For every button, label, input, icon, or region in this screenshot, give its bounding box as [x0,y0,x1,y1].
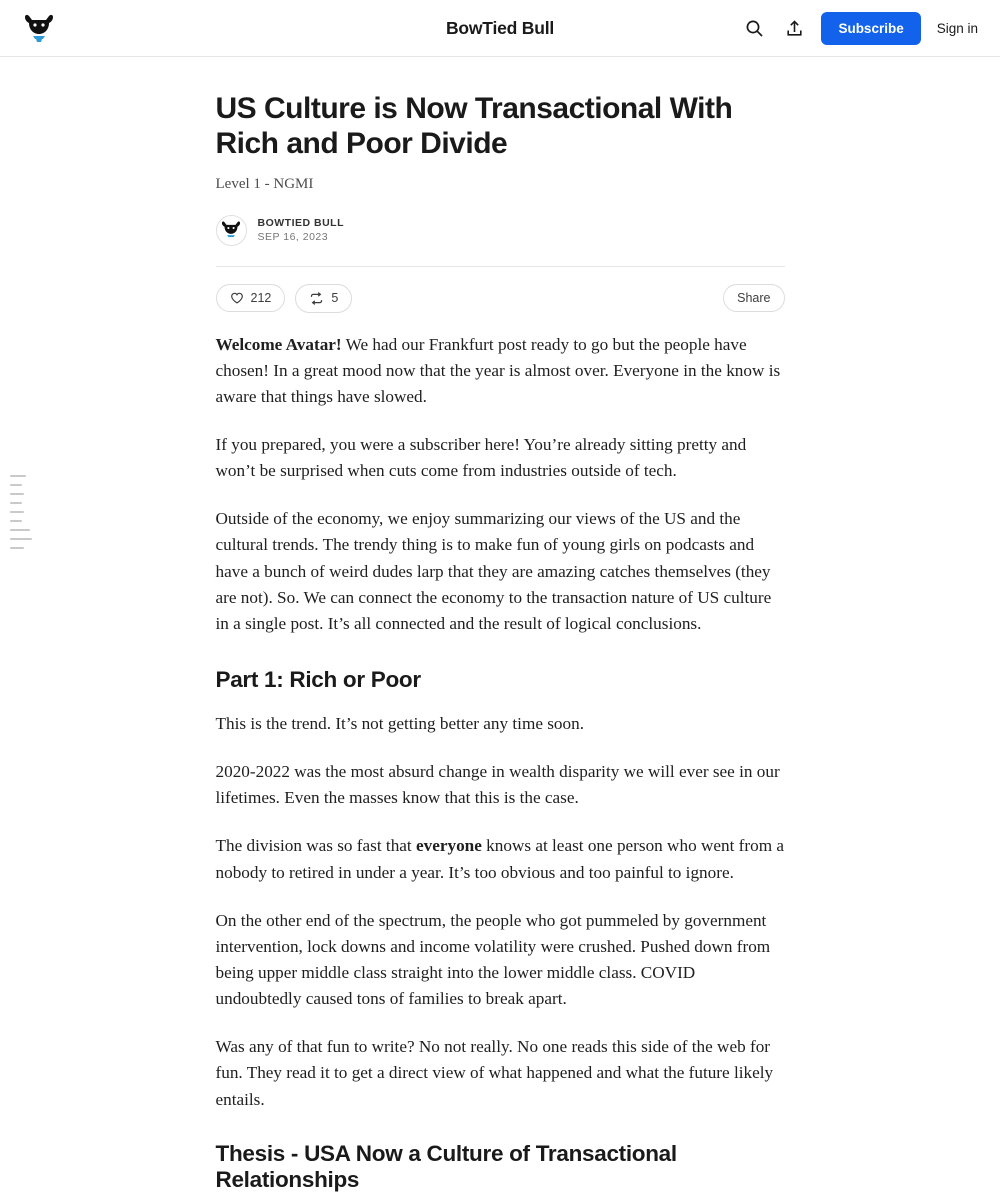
heart-icon [230,291,244,305]
paragraph-6 [216,833,785,885]
paragraph-6-a: The division was so fast that [215,836,416,856]
paragraph-6-c: knows at least one person who went from a nobody to retired in under a year. It’s too obvious and too painful to ignore. [215,836,785,882]
article [216,57,785,1193]
search-glyph [745,19,764,38]
paragraph-4: This is the trend. It’s not getting better any time soon. [215,714,585,733]
section-heading-part-1: Part 1: Rich or Poor [215,667,421,692]
toc-mark[interactable] [10,547,24,549]
bull-logo-icon[interactable] [20,9,58,47]
site-header [0,0,1000,57]
share-label: Share [737,291,771,306]
article-body [216,332,785,1193]
avatar[interactable] [216,215,247,246]
table-of-contents-marks[interactable] [10,475,32,549]
post-action-bar [216,267,785,332]
byline [216,215,785,266]
publication-title: BowTied Bull [445,17,555,38]
paragraph-7: On the other end of the spectrum, the people who got pummeled by government intervention, lock downs and income volatility were crushed. Pushed down from being upper middle class straight into the lower middle class. COVID undoubtedly caused tons of families to break apart. [215,910,771,1009]
page-title: US Culture is Now Transactional With Rich and Poor Divide [215,92,733,160]
toc-mark[interactable] [10,502,22,504]
restack-button[interactable] [295,284,352,313]
toc-mark[interactable] [10,538,32,540]
toc-mark[interactable] [10,484,22,486]
restack-count: 5 [331,291,339,306]
paragraph-1-text: We had our Frankfurt post ready to go but the people have chosen! In a great mood now that the year is almost over. Everyone in the know is aware that things have slowed. [215,334,781,406]
share-upload-icon[interactable] [781,15,807,41]
paragraph-8: Was any of that fun to write? No not really. No one reads this side of the web for fun. They read it to get a direct view of what happened and what the future likely entails. [215,1037,774,1109]
paragraph-5: 2020-2022 was the most absurd change in wealth disparity we will ever see in our lifetimes. Even the masses know that this is the case. [215,762,780,808]
post-date: SEP 16, 2023 [257,231,329,244]
like-count: 212 [250,291,272,306]
bull-logo-glyph [22,11,56,45]
section-heading-thesis: Thesis - USA Now a Culture of Transactional Relationships [215,1140,677,1192]
subscribe-button[interactable]: Subscribe [821,12,920,45]
lead-in-bold: Welcome Avatar! [215,334,342,354]
toc-mark[interactable] [10,511,24,513]
post-subtitle: Level 1 - NGMI [215,175,314,192]
paragraph-2: If you prepared, you were a subscriber here! You’re already sitting pretty and won’t be surprised when cuts come from industries outside of tech. [215,435,747,481]
toc-mark[interactable] [10,520,22,522]
share-glyph [785,19,804,38]
toc-mark[interactable] [10,529,30,531]
share-button[interactable] [723,284,784,312]
author-name[interactable]: BOWTIED BULL [257,216,344,229]
paragraph-3: Outside of the economy, we enjoy summarizing our views of the US and the cultural trends. The trendy thing is to make fun of young girls on podcasts and have a bunch of weird dudes larp that they are amazing catches themselves (they are not). So. We can connect the economy to the transaction nature of US culture in a single post. It’s all connected and the result of logical conclusions. [215,509,772,633]
bull-avatar-icon [220,219,242,241]
search-icon[interactable] [741,15,767,41]
header-actions [741,12,980,45]
toc-mark[interactable] [10,493,24,495]
like-button[interactable] [216,284,286,312]
toc-mark[interactable] [10,475,26,477]
paragraph-1 [216,332,785,410]
restack-icon [309,291,324,306]
paragraph-6-emphasis: everyone [416,836,482,856]
sign-in-button[interactable]: Sign in [935,17,980,40]
page-body [0,57,1000,1193]
